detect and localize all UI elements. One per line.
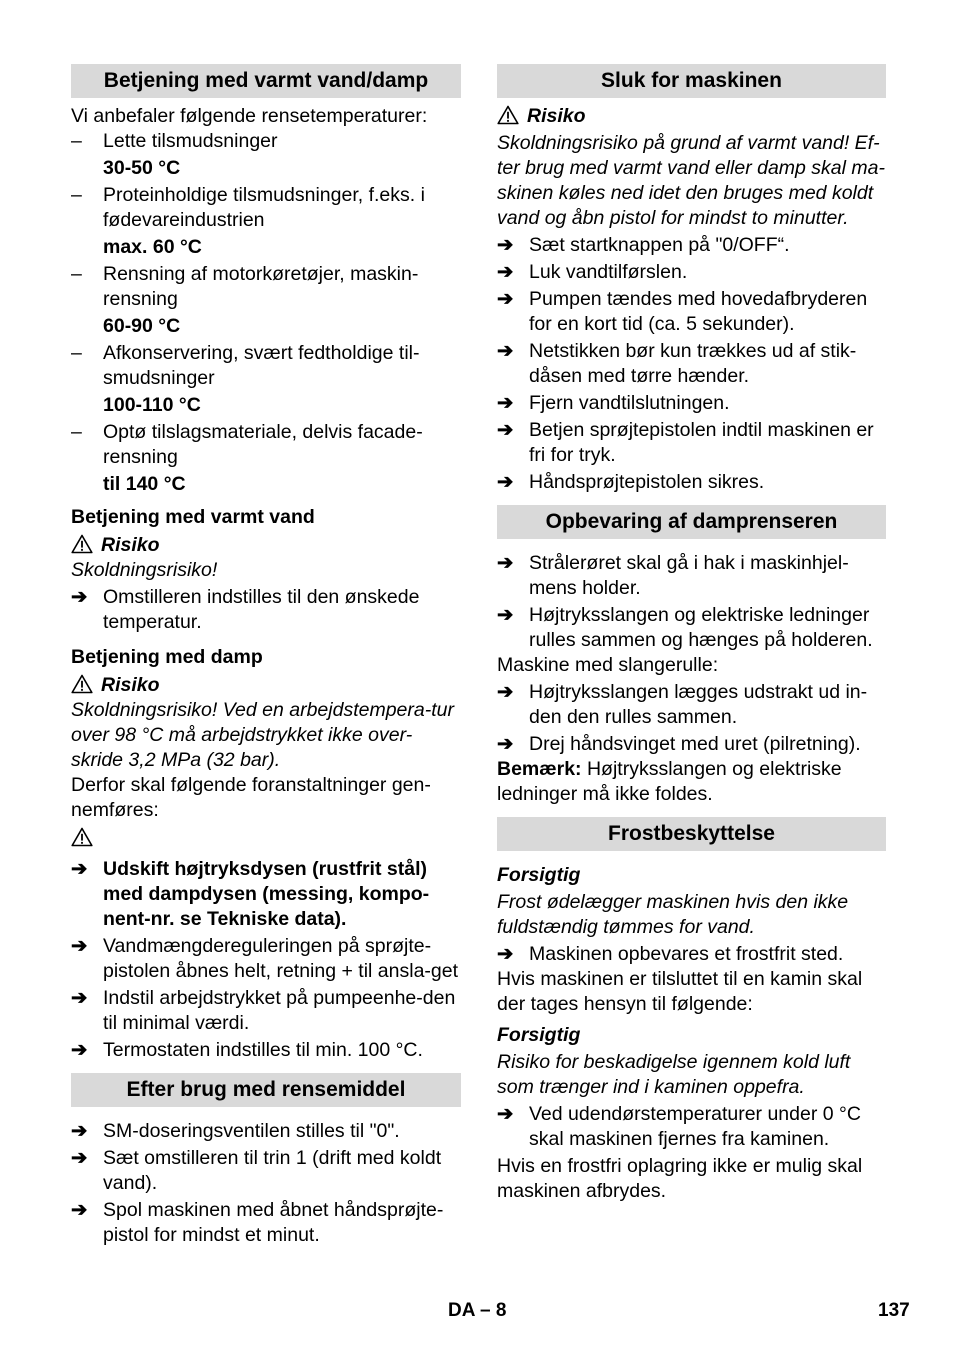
instruction-item <box>71 1198 461 1248</box>
instruction-text: Udskift højtryksdysen (rustfrit stål) med dampdysen (messing, kompo-nent-nr. se Tekniske data). <box>103 858 430 930</box>
instruction-item <box>497 260 886 285</box>
instruction-text: Sæt startknappen på "0/OFF“. <box>529 234 790 256</box>
section-header-switch-off: Sluk for maskinen <box>497 64 886 98</box>
risk-label-text: Risiko <box>527 105 586 127</box>
instruction-item <box>497 391 886 416</box>
instruction-text: Luk vandtilførslen. <box>529 261 688 283</box>
warning-icon <box>71 534 93 554</box>
instruction-text: Fjern vandtilslutningen. <box>529 392 730 414</box>
instruction-item <box>497 551 886 601</box>
instruction-item <box>497 470 886 495</box>
arrow-icon: ➔ <box>71 987 88 1009</box>
instruction-item <box>71 1038 461 1063</box>
note-paragraph <box>497 757 886 807</box>
instruction-item <box>497 339 886 389</box>
dash-bullet: – <box>71 130 82 152</box>
arrow-icon: ➔ <box>71 858 88 880</box>
warning-line <box>71 823 461 855</box>
instruction-item <box>71 1119 461 1144</box>
instruction-text: Spol maskinen med åbnet håndsprøjte-pistol for mindst et minut. <box>103 1199 444 1246</box>
arrow-icon: ➔ <box>71 586 88 608</box>
temperature-value: til 140 °C <box>103 473 186 495</box>
temperature-value: 30-50 °C <box>103 157 181 179</box>
caution-label: Forsigtig <box>497 1024 581 1046</box>
arrow-icon: ➔ <box>497 340 514 362</box>
instruction-text: Vandmængdereguleringen på sprøjte-pistolen åbnes helt, retning + til ansla-get <box>103 935 459 982</box>
instruction-text: Netstikken bør kun trækkes ud af stik-dåsen med tørre hænder. <box>529 340 857 387</box>
subheading-steam: Betjening med damp <box>71 646 263 668</box>
end-text: Hvis en frostfri oplagring ikke er mulig skal maskinen afbrydes. <box>497 1155 863 1202</box>
footer-language-page: DA – 8 <box>448 1300 507 1321</box>
instruction-item <box>497 233 886 258</box>
hose-reel-intro: Maskine med slangerulle: <box>497 654 719 676</box>
instruction-item <box>71 986 461 1036</box>
caution-text: Frost ødelægger maskinen hvis den ikke fuldstændig tømmes for vand. <box>497 891 849 938</box>
instruction-item <box>71 585 461 635</box>
caution-label: Forsigtig <box>497 864 581 886</box>
section-header-after-detergent: Efter brug med rensemiddel <box>71 1073 461 1107</box>
instruction-item <box>497 418 886 468</box>
instruction-text: Pumpen tændes med hovedafbryderen for en kort tid (ca. 5 sekunder). <box>529 288 868 335</box>
instruction-item <box>497 732 886 757</box>
temperature-value: max. 60 °C <box>103 236 202 258</box>
list-item-text: Optø tilslagsmateriale, delvis facade-rensning <box>103 421 423 468</box>
list-item <box>71 183 461 233</box>
list-item <box>71 420 461 470</box>
section-header-frost: Frostbeskyttelse <box>497 817 886 851</box>
arrow-icon: ➔ <box>497 234 514 256</box>
instruction-item <box>71 934 461 984</box>
instruction-text: Håndsprøjtepistolen sikres. <box>529 471 765 493</box>
arrow-icon: ➔ <box>497 471 514 493</box>
instruction-text: Højtryksslangen lægges udstrakt ud in-den den rulles sammen. <box>529 681 868 728</box>
list-item-text: Lette tilsmudsninger <box>103 130 278 152</box>
risk-text: Skoldningsrisiko! <box>71 559 218 581</box>
temperature-value: 100-110 °C <box>103 394 201 416</box>
dash-bullet: – <box>71 342 82 364</box>
instruction-item <box>497 1102 886 1152</box>
risk-label <box>71 533 461 558</box>
instruction-item <box>71 857 461 932</box>
section-header-hot-water-steam: Betjening med varmt vand/damp <box>71 64 461 98</box>
arrow-icon: ➔ <box>497 1103 514 1125</box>
instruction-text: SM-doseringsventilen stilles til "0". <box>103 1120 400 1142</box>
arrow-icon: ➔ <box>497 604 514 626</box>
instruction-text: Sæt omstilleren til trin 1 (drift med koldt vand). <box>103 1147 442 1194</box>
caution-text: Risiko for beskadigelse igennem kold luft som trænger ind i kaminen oppefra. <box>497 1051 851 1098</box>
list-item-text: Rensning af motorkøretøjer, maskin-rensning <box>103 263 419 310</box>
arrow-icon: ➔ <box>497 419 514 441</box>
dash-bullet: – <box>71 184 82 206</box>
instruction-text: Omstilleren indstilles til den ønskede temperatur. <box>103 586 420 633</box>
temperature-value: 60-90 °C <box>103 315 181 337</box>
warning-icon <box>71 827 93 847</box>
fireplace-text: Hvis maskinen er tilsluttet til en kamin skal der tages hensyn til følgende: <box>497 968 863 1015</box>
instruction-text: Ved udendørstemperaturer under 0 °C skal maskinen fjernes fra kaminen. <box>529 1103 861 1150</box>
note-label: Bemærk: <box>497 758 582 780</box>
subheading-hot-water: Betjening med varmt vand <box>71 506 315 528</box>
list-item-text: Proteinholdige tilsmudsninger, f.eks. i fødevareindustrien <box>103 184 425 231</box>
intro-text: Vi anbefaler følgende rensetemperaturer: <box>71 105 428 127</box>
arrow-icon: ➔ <box>497 261 514 283</box>
left-column <box>71 64 461 1248</box>
dash-bullet: – <box>71 263 82 285</box>
instruction-text: Maskinen opbevares et frostfrit sted. <box>529 943 844 965</box>
instruction-item <box>71 1146 461 1196</box>
instruction-text: Drej håndsvinget med uret (pilretning). <box>529 733 861 755</box>
arrow-icon: ➔ <box>71 935 88 957</box>
arrow-icon: ➔ <box>71 1120 88 1142</box>
arrow-icon: ➔ <box>71 1039 88 1061</box>
arrow-icon: ➔ <box>71 1199 88 1221</box>
arrow-icon: ➔ <box>497 552 514 574</box>
instruction-text: Strålerøret skal gå i hak i maskinhjel-mens holder. <box>529 552 849 599</box>
instruction-text: Højtryksslangen og elektriske ledninger rulles sammen og hænges på holderen. <box>529 604 873 651</box>
right-column <box>497 64 886 1204</box>
risk-text: Skoldningsrisiko! Ved en arbejdstempera-tur over 98 °C må arbejdstrykket ikke over-skride 3,2 MPa (32 bar). <box>71 699 454 771</box>
warning-icon <box>497 105 519 125</box>
arrow-icon: ➔ <box>497 288 514 310</box>
list-item <box>71 262 461 312</box>
instruction-text: Betjen sprøjtepistolen indtil maskinen er fri for tryk. <box>529 419 874 466</box>
arrow-icon: ➔ <box>497 681 514 703</box>
footer-page-number: 137 <box>878 1300 910 1321</box>
instruction-item <box>497 603 886 653</box>
instruction-text: Indstil arbejdstrykket på pumpeenhe-den til minimal værdi. <box>103 987 456 1034</box>
list-item <box>71 341 461 391</box>
arrow-icon: ➔ <box>497 392 514 414</box>
risk-label-text: Risiko <box>101 674 160 696</box>
instruction-item <box>497 942 886 967</box>
risk-label <box>497 104 886 129</box>
temperature-list <box>71 129 461 497</box>
risk-text: Skoldningsrisiko på grund af varmt vand! Ef-ter brug med varmt vand eller damp skal ma-skinen køles ned idet den bruges med koldt vand og åbn pistol for mindst to minutter. <box>497 132 885 229</box>
arrow-icon: ➔ <box>497 733 514 755</box>
warning-icon <box>71 674 93 694</box>
risk-label-text: Risiko <box>101 534 160 556</box>
instruction-item <box>497 287 886 337</box>
instruction-item <box>497 680 886 730</box>
measures-text: Derfor skal følgende foranstaltninger gen-nemføres: <box>71 774 431 821</box>
instruction-text: Termostaten indstilles til min. 100 °C. <box>103 1039 423 1061</box>
dash-bullet: – <box>71 421 82 443</box>
section-header-storage: Opbevaring af damprenseren <box>497 505 886 539</box>
note-text: Højtryksslangen og elektriske ledninger må ikke foldes. <box>497 758 842 805</box>
list-item <box>71 129 461 154</box>
arrow-icon: ➔ <box>497 943 514 965</box>
list-item-text: Afkonservering, svært fedtholdige til-smudsninger <box>103 342 420 389</box>
arrow-icon: ➔ <box>71 1147 88 1169</box>
risk-label <box>71 673 461 698</box>
